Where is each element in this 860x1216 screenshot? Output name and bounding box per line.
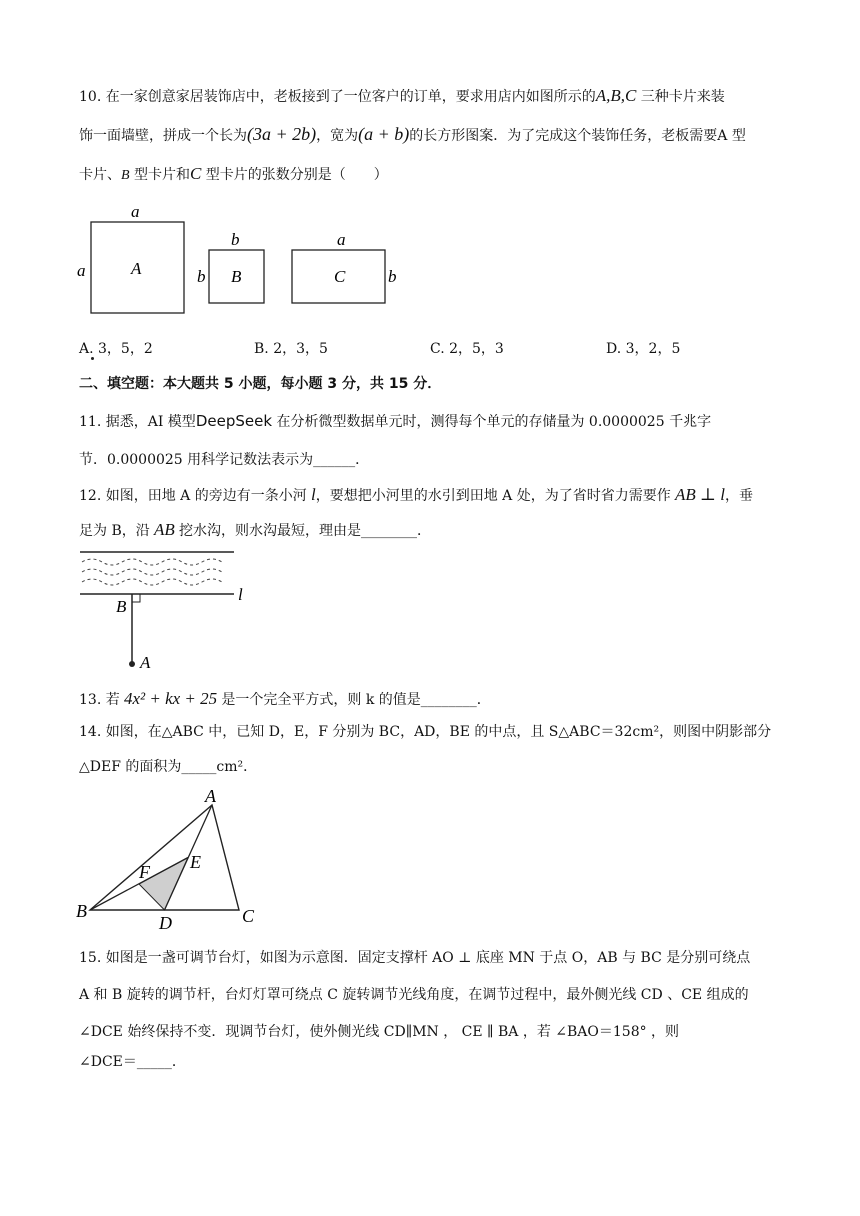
label-b: B xyxy=(76,901,87,921)
label-a: A xyxy=(140,653,151,672)
river-wave xyxy=(82,559,222,565)
card-b-name: B xyxy=(231,267,242,286)
river-symbol: l xyxy=(306,485,316,504)
q11-text: 在分析微型数据单元时，测得每个单元的存储量为 0.0000025 千兆字 xyxy=(272,414,712,430)
q12-line2 xyxy=(79,520,431,541)
point-a-dot xyxy=(129,661,135,667)
q10-text: 三种卡片来装 xyxy=(636,89,725,105)
q10-var-c: C xyxy=(190,164,202,183)
q15-line1: 15. 如图是一盏可调节台灯，如图为示意图．固定支撑杆 AO ⊥ 底座 MN 于点 O，AB 与 BC 是分别可绕点 xyxy=(79,950,751,966)
q12-text: 12. 如图，田地 A 的旁边有一条小河 xyxy=(79,488,307,504)
q10-text: 饰一面墙壁，拼成一个长为 xyxy=(79,128,247,144)
perp-expression: AB ⊥ l xyxy=(670,485,725,504)
length-expression: (3a + 2b) xyxy=(247,124,317,144)
q15-line3: ∠DCE 始终保持不变．现调节台灯，使外侧光线 CD∥MN ， CE ∥ BA ，若 ∠BAO＝158° ，则 xyxy=(79,1024,680,1040)
q12-text: ，要想把小河里的水引到田地 A 处，为了省时省力需要作 xyxy=(315,488,671,504)
q12-text: 挖水沟，则水沟最短，理由是________． xyxy=(179,523,432,539)
q15-line2: A 和 B 旋转的调节杆，台灯灯罩可绕点 C 旋转调节光线角度，在调节过程中，最外侧光线 CD 、CE 组成的 xyxy=(79,987,749,1003)
model-name: DeepSeek xyxy=(195,412,273,430)
q10-var-b: B xyxy=(121,168,130,183)
polynomial: 4x² + kx + 25 xyxy=(119,689,222,708)
option-dot xyxy=(91,357,94,360)
option-a[interactable]: A. 3，5，2 xyxy=(79,341,153,357)
option-d[interactable]: D. 3，2，5 xyxy=(606,341,681,357)
card-a-left-label: a xyxy=(77,261,86,280)
q10-vars: A,B,C xyxy=(595,86,637,105)
q10-text: ，宽为 xyxy=(316,128,359,144)
river-figure xyxy=(80,548,260,678)
card-a-name: A xyxy=(131,259,142,278)
card-c-top-label: a xyxy=(337,230,346,249)
q10-text: 的长方形图案．为了完成这个装饰任务，老板需要A 型 xyxy=(409,128,746,144)
q10-line1 xyxy=(79,86,725,107)
segment-ab: AB xyxy=(149,520,180,539)
q12-text: ，垂 xyxy=(724,488,753,504)
q10-text: 卡片、 xyxy=(79,167,121,183)
width-expression: (a + b) xyxy=(358,124,410,144)
q12-line1 xyxy=(79,485,753,506)
q14-line1: 14. 如图，在△ABC 中，已知 D，E，F 分别为 BC，AD，BE 的中点，且 S△ABC＝32cm²，则图中阴影部分 xyxy=(79,724,772,740)
q11-text: 11. 据悉，AI 模型 xyxy=(79,414,196,430)
q11-line2: 节．0.0000025 用科学记数法表示为______． xyxy=(79,452,370,468)
q10-text: 10. 在一家创意家居装饰店中，老板接到了一位客户的订单，要求用店内如图所示的 xyxy=(79,89,596,105)
card-figure xyxy=(76,200,416,320)
q15-line4: ∠DCE＝_____． xyxy=(79,1054,186,1070)
card-a-top-label: a xyxy=(131,202,140,221)
q12-text: 足为 B，沿 xyxy=(79,523,150,539)
q13-text: 是一个完全平方式，则 k 的值是________． xyxy=(221,692,491,708)
river-wave xyxy=(82,569,222,575)
q13-text: 13. 若 xyxy=(79,692,120,708)
card-b-left-label: b xyxy=(197,267,206,286)
label-c: C xyxy=(242,906,255,926)
card-c-name: C xyxy=(334,267,346,286)
card-b-top-label: b xyxy=(231,230,240,249)
q13-line xyxy=(79,689,491,710)
q10-line2 xyxy=(79,124,746,146)
triangle-figure xyxy=(76,788,276,933)
river-wave xyxy=(82,579,222,585)
q10-text: 型卡片的张数分别是（ ） xyxy=(201,167,388,183)
q11-line1 xyxy=(79,411,711,432)
segment-ad xyxy=(165,805,213,910)
label-l: l xyxy=(238,585,243,604)
label-e: E xyxy=(190,852,201,872)
label-f: F xyxy=(139,862,150,882)
label-d: D xyxy=(159,913,172,933)
option-c[interactable]: C. 2，5，3 xyxy=(430,341,504,357)
q10-line3 xyxy=(79,164,388,186)
q10-text: 型卡片和 xyxy=(129,167,191,183)
card-c-right-label: b xyxy=(388,267,397,286)
label-b: B xyxy=(116,597,127,616)
section-heading: 二、填空题：本大题共 5 小题，每小题 3 分，共 15 分． xyxy=(79,376,442,392)
q14-line2: △DEF 的面积为_____cm²． xyxy=(79,759,258,775)
label-a: A xyxy=(205,786,216,806)
option-b[interactable]: B. 2，3，5 xyxy=(254,341,328,357)
right-angle-mark xyxy=(132,594,140,602)
